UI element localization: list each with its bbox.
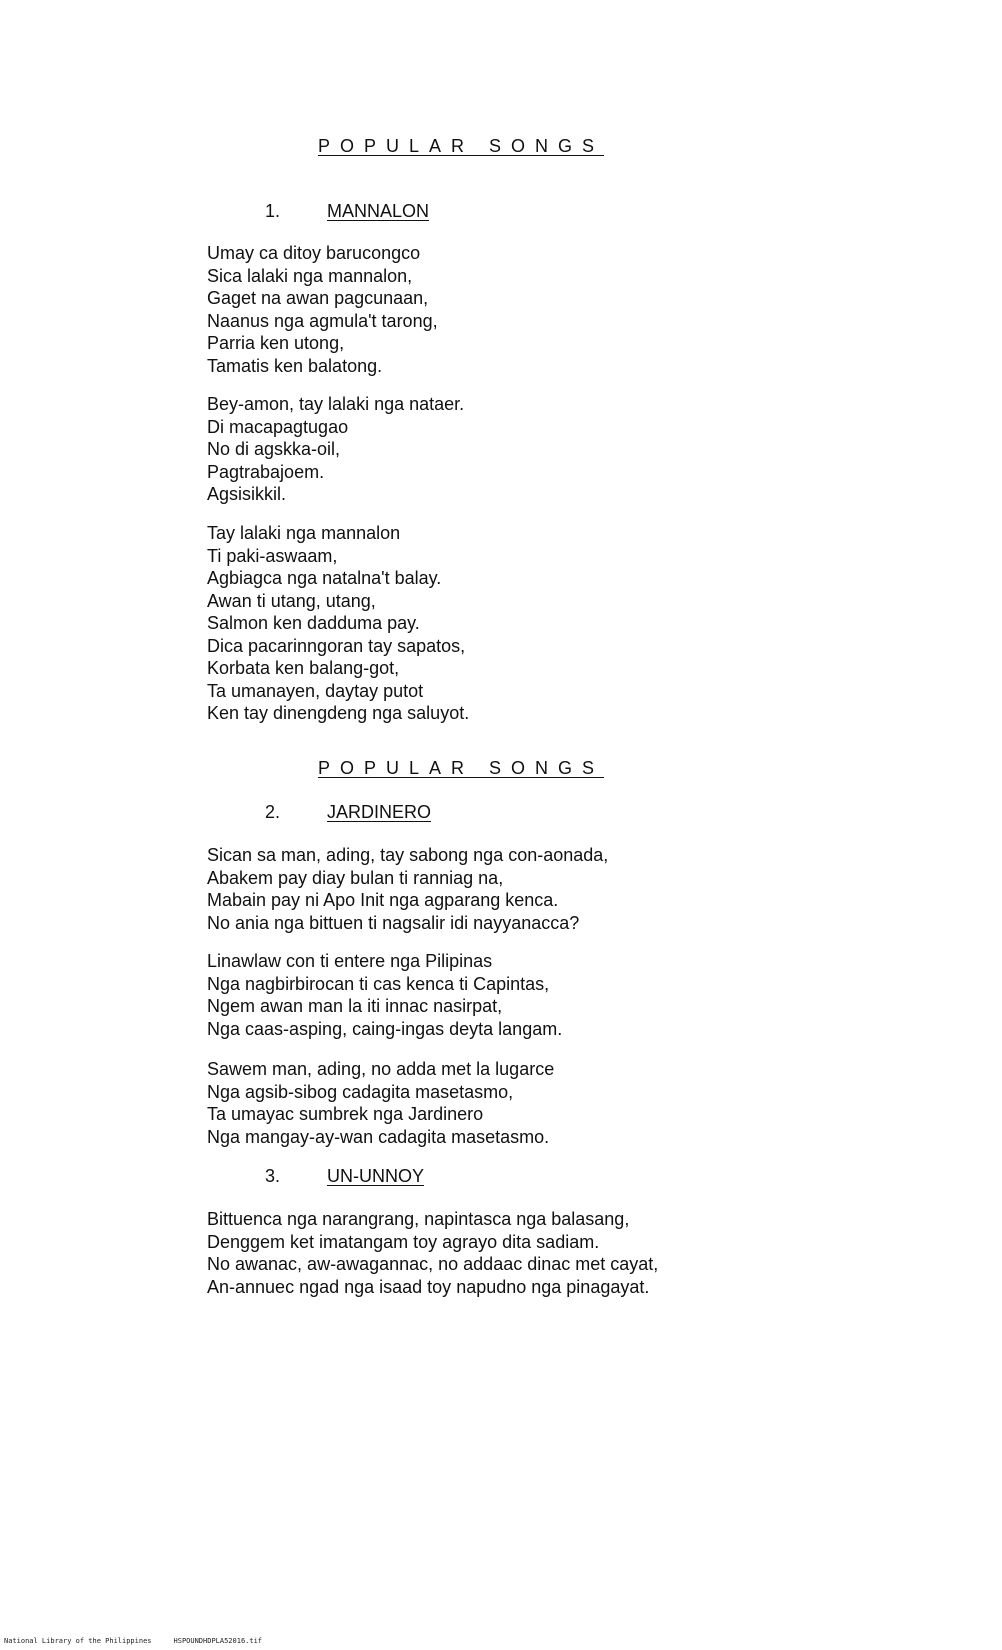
lyric-line: Bey-amon, tay lalaki nga nataer. xyxy=(207,394,465,414)
song-heading xyxy=(265,201,429,222)
lyric-line: Naanus nga agmula't tarong, xyxy=(207,310,438,331)
lyric-line: Tamatis ken balatong. xyxy=(207,355,383,376)
lyric-line: Umay ca ditoy barucongco xyxy=(207,243,421,263)
song-title: UN-UNNOY xyxy=(327,1166,424,1186)
lyric-line: Nga nagbirbirocan ti cas kenca ti Capintas, xyxy=(207,973,550,994)
stanza xyxy=(207,950,562,1040)
lyric-line: Awan ti utang, utang, xyxy=(207,590,376,611)
lyric-line: Sawem man, ading, no adda met la lugarce xyxy=(207,1059,555,1079)
lyric-line: Di macapagtugao xyxy=(207,416,349,437)
lyric-line: An-annuec ngad nga isaad toy napudno nga pinagayat. xyxy=(207,1276,650,1297)
stanza xyxy=(207,522,469,725)
song-heading xyxy=(265,1166,424,1187)
lyric-line: Gaget na awan pagcunaan, xyxy=(207,288,429,308)
song-number: 1. xyxy=(265,201,281,221)
lyric-line: Ken tay dinengdeng nga saluyot. xyxy=(207,703,470,723)
lyric-line: Ti paki-aswaam, xyxy=(207,545,338,566)
footer-library: National Library of the Philippines xyxy=(4,1637,152,1645)
stanza xyxy=(207,393,464,506)
lyric-line: Abakem pay diay bulan ti ranniag na, xyxy=(207,867,504,888)
lyric-line: Ngem awan man la iti innac nasirpat, xyxy=(207,996,503,1016)
stanza xyxy=(207,844,608,934)
lyric-line: No awanac, aw-awagannac, no addaac dinac met cayat, xyxy=(207,1254,659,1274)
lyric-line: Denggem ket imatangam toy agrayo dita sadiam. xyxy=(207,1231,600,1252)
stanza xyxy=(207,1058,554,1148)
lyric-line: Pagtrabajoem. xyxy=(207,461,325,482)
song-title: MANNALON xyxy=(327,201,430,221)
lyric-line: Nga caas-asping, caing-ingas deyta langam. xyxy=(207,1018,563,1039)
song-number: 3. xyxy=(265,1166,281,1186)
lyric-line: Salmon ken dadduma pay. xyxy=(207,613,420,633)
lyric-line: Ta umayac sumbrek nga Jardinero xyxy=(207,1104,484,1124)
lyric-line: Agsisikkil. xyxy=(207,484,287,504)
section-title: POPULAR SONGS xyxy=(318,136,605,156)
footer-file: HSPOUNDHDPLA52016.tif xyxy=(173,1637,263,1645)
stanza xyxy=(207,242,438,377)
lyric-line: Parria ken utong, xyxy=(207,333,345,353)
stanza xyxy=(207,1208,658,1298)
lyric-line: Mabain pay ni Apo Init nga agparang kenca. xyxy=(207,890,559,910)
song-title: JARDINERO xyxy=(327,802,432,822)
lyric-line: Nga agsib-sibog cadagita masetasmo, xyxy=(207,1081,514,1102)
lyric-line: Korbata ken balang-got, xyxy=(207,658,400,678)
lyric-line: Linawlaw con ti entere nga Pilipinas xyxy=(207,951,493,971)
lyric-line: Bittuenca nga narangrang, napintasca nga balasang, xyxy=(207,1209,630,1229)
lyric-line: Ta umanayen, daytay putot xyxy=(207,680,424,701)
song-number: 2. xyxy=(265,802,281,822)
lyric-line: No di agskka-oil, xyxy=(207,439,341,459)
scan-footer xyxy=(4,1637,284,1645)
lyric-line: No ania nga bittuen ti nagsalir idi nayyanacca? xyxy=(207,912,580,933)
lyric-line: Nga mangay-ay-wan cadagita masetasmo. xyxy=(207,1126,550,1147)
section-title: POPULAR SONGS xyxy=(318,758,605,778)
lyric-line: Agbiagca nga natalna't balay. xyxy=(207,568,442,588)
lyric-line: Sica lalaki nga mannalon, xyxy=(207,265,413,286)
lyric-line: Dica pacarinngoran tay sapatos, xyxy=(207,635,466,656)
lyric-line: Tay lalaki nga mannalon xyxy=(207,523,401,543)
lyric-line: Sican sa man, ading, tay sabong nga con-aonada, xyxy=(207,845,609,865)
song-heading xyxy=(265,802,431,823)
